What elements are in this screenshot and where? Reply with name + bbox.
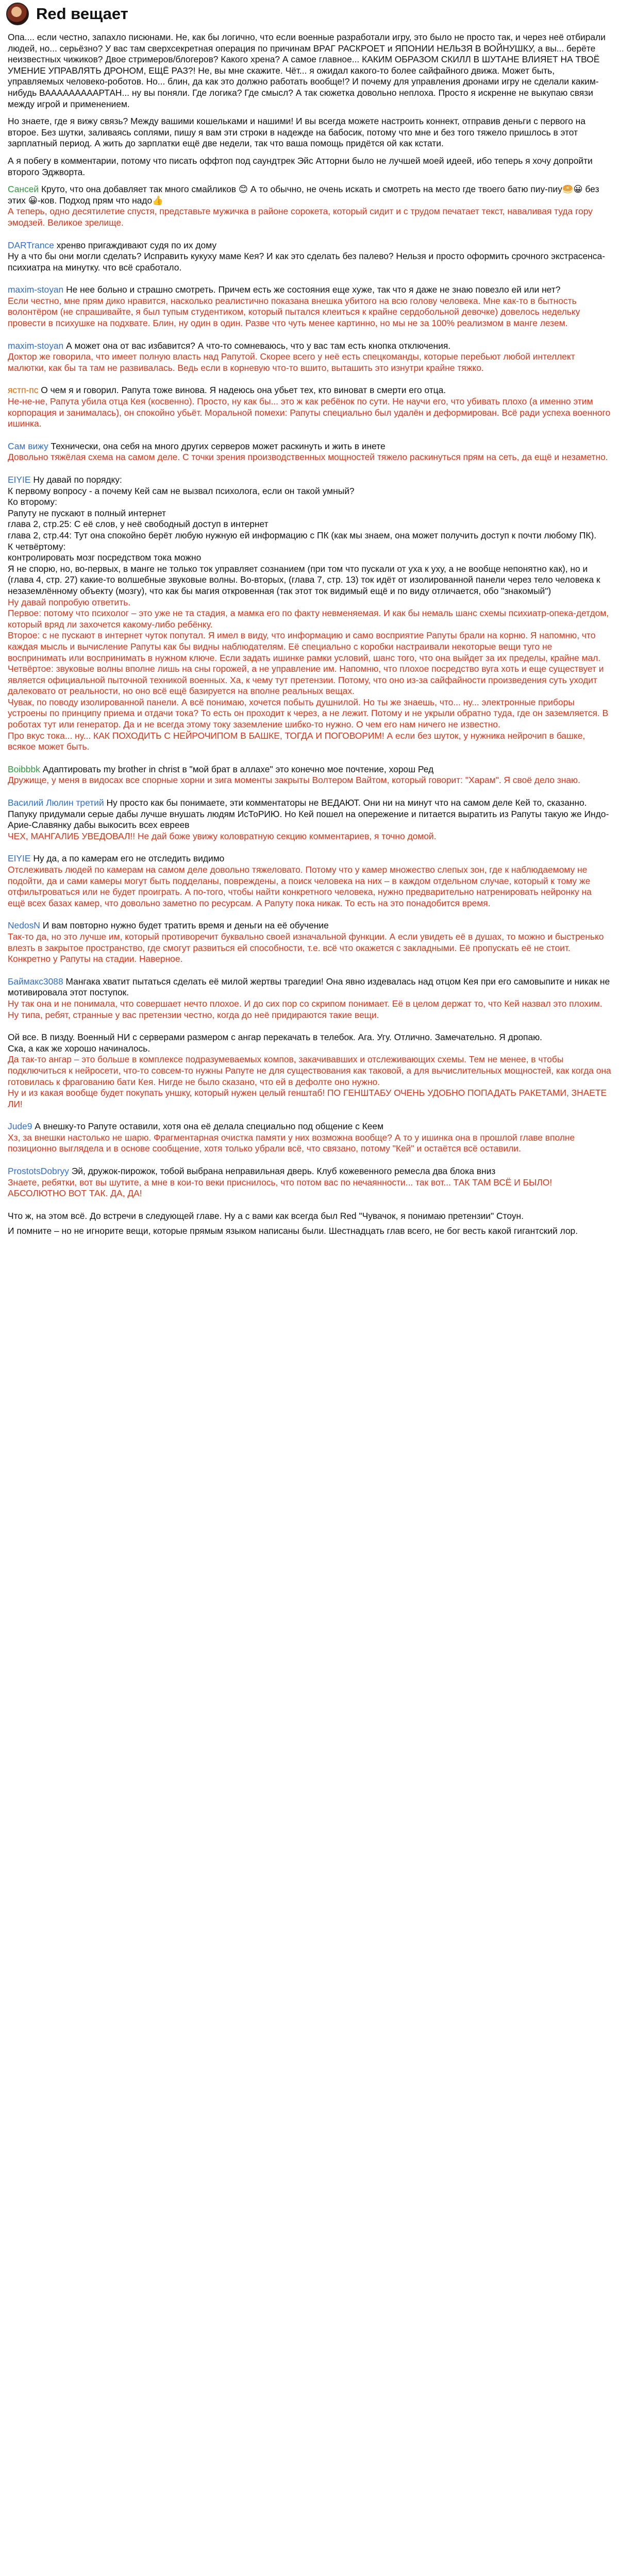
comment-text: Мангака хватит пытаться сделать её милой жертвы трагедии! Она явно издевалась над отцом Кея при его самовыпите и никак не мотивировала этот поступок. — [8, 976, 610, 998]
comment-author[interactable]: Сам вижу — [8, 440, 48, 451]
intro-paragraph: А я побегу в комментарии, потому что писать оффтоп под саундтрек Эйс Атторни было не лучшей моей идеей, ибо теперь я хочу допройти второго Эджворта. — [8, 155, 593, 177]
comment-text: И вам повторно нужно будет тратить время и деньги на её обучение — [42, 920, 329, 931]
comment-text: Ну давай по порядку: К первому вопросу - а почему Кей сам не вызвал психолога, если он такой умный? Ко второму: Рапуту не пускают в полный интернет глава 2, стр.25: С её слов, у неё свободный доступ в интернет глава 2, стр.44: Тут она спокойно берёт любую нужную ей информацию с ПК (как мы знаем, она может получить доступ к почти любому ПК). К четвёртому: контролировать мозг посредством тока можно Я не спорю, но, во-первых, в манге не только ток управляет сознанием (при том что пускали от уха к уху, а не вообще непонятно как), но и (глава 4, стр. 27) какие-то волшебные звуковые волны. Во-вторых, (глава 7, стр. 13) ток идёт от изолированной панели через тело человека к незаземлённому объекту (мозгу), что как бы магия откровенная (так этот ток видимый ещё и по виду отличается, обо "знакомый") — [8, 474, 600, 596]
comment-text: хренво пригаждивают судя по их дому Ну а что бы они могли сделать? Исправить кукуху маме Кея? И как это сделать без палево? Нельзя и просто оформить срочного экстрасенса-психиатра на минутку. что всё сработало. — [8, 240, 605, 273]
comment-author[interactable]: Василий Люлин третий — [8, 798, 104, 808]
comment-author[interactable]: Boibbbk — [8, 764, 40, 774]
comment-item — [8, 976, 611, 1021]
outro-paragraph: Что ж, на этом всё. До встречи в следующей главе. Ну а с вами как всегда был Red "Чувачок, я понимаю претензии" Стоун. — [8, 1210, 524, 1221]
reply-text: Довольно тяжёлая схема на самом деле. С точки зрения производственных мощностей тяжело раскинуться прям на сеть, да ещё и незаметно. — [8, 452, 608, 463]
reply-text: Дружище, у меня в видосах все спорные хорни и зига моменты закрыты Волтером Вайтом, который говорит: "Харам". Я своё дело знаю. — [8, 775, 580, 786]
comment-item — [8, 764, 611, 786]
comment-author[interactable]: maxim-stoyan — [8, 340, 64, 351]
comment-text: А может она от вас избавится? А что-то сомневаюсь, что у вас там есть кнопка отключения. — [66, 340, 451, 351]
comment-text: Ой все. В пизду. Военный НИ с серверами размером с ангар перекачать в телебок. Ага. Угу. Отлично. Замечательно. Я дропаю. Ска, а как же хорошо начиналось. — [8, 1032, 543, 1054]
reply-text: А теперь, одно десятилетие спустя, представьте мужичка в районе сорокета, который сидит и с трудом печатает текст, наваливая туда гору эмодзей. Великое зрелище. — [8, 206, 593, 228]
post-body — [8, 32, 611, 1241]
comment-text: Не нее больно и страшно смотреть. Причем есть же состояния еще хуже, так что я даже не знаю повезло ей или нет? — [66, 284, 561, 295]
comment-author[interactable]: ястп-пс — [8, 385, 39, 396]
comment-item — [8, 441, 611, 463]
reply-text: Ну так она и не понимала, что совершает нечто плохое. И до сих пор со скрипом понимает. Её в целом держат то, что Кей назвал это плохим. Ну типа, ребят, странные у вас претензии честно, когда до неё придираются такие вещи. — [8, 998, 603, 1020]
comment-author[interactable]: DARTrance — [8, 240, 54, 250]
comment-text: О чем я и говорил. Рапута тоже винова. Я надеюсь она убьет тех, кто виноват в смерти его отца. — [41, 385, 446, 396]
reply-text: Доктор же говорила, что имеет полную власть над Рапутой. Скорее всего у неё есть спецкоманды, которые перебьют любой интеллект малютки, как бы та там не развивалась. Ведь если в корневую что-то вшито, выташить это изнутри крайне тяжко. — [8, 351, 575, 373]
reply-text: Да так-то ангар – это больше в комплексе подразумеваемых компов, закачивавших и отслеживающих схемы. Тем не менее, в чтобы подключиться к нейросети, что-то совсем-то нужны Рапуте не для существования как таковой, а для вычислительных мощностей, как когда она готовилась к фрагованию бати Кея. Нигде не было сказано, что ей в дефолте оно нужно. Ну и из какая вообще будет покупать уншку, который нужен целый генштаб! ПО ГЕНШТАБУ ОЧЕНЬ УДОБНО ПОПАДАТЬ РАКЕТАМИ, ЗНАЕТЕ ЛИ! — [8, 1054, 611, 1109]
comment-author[interactable]: NedosN — [8, 920, 40, 931]
app-header — [0, 0, 619, 28]
reply-text: Если честно, мне прям дико нравится, насколько реалистично показана внешка убитого на всю голову человека. Мне как-то в бытность волонтёром (не спрашивайте, я был тупым студентиком, который пытался клеиться к крайне сердобольной девочке) довелось недельку провести в психушке на подхвате. Блин, ну один в один. Разве что чуть менее картинно, но мы не за 100% реализмом в манге лезем. — [8, 295, 580, 329]
outro-paragraph: И помните – но не игнорите вещи, которые прямым языком написаны были. Шестнадцать глав всего, не бог весть какой гигантский лор. — [8, 1226, 578, 1236]
comment-item — [8, 920, 611, 964]
comment-author[interactable]: maxim-stoyan — [8, 284, 64, 295]
comment-item — [8, 385, 611, 429]
page-title: Red вещает — [36, 5, 128, 23]
comment-text: Круто, что она добавляет так много смайликов 😊 А то обычно, не очень искать и смотреть на место где твоего батю пиу-пиу🥯😀 без этих 😀-ков. Подход прям что надо👍 — [8, 184, 599, 206]
reply-text: Знаете, ребятки, вот вы шутите, а мне в кои-то веки приснилось, что потом вас по нечаянности... так вот... ТАК ТАМ ВСЁ И БЫЛО! АБСОЛЮТНО ВОТ ТАК. ДА, ДА! — [8, 1177, 553, 1199]
comment-text: Технически, она себя на много других серверов может раскинуть и жить в инете — [51, 440, 386, 451]
comment-item — [8, 798, 611, 842]
reply-text: ЧЕХ, МАНГАЛИБ УВЕДОВАЛ!! Не дай боже увижу коловратную секцию комментариев, я точно домой. — [8, 831, 437, 841]
comment-item — [8, 184, 611, 228]
comment-item — [8, 240, 611, 274]
comment-item — [8, 474, 611, 753]
intro-paragraph: Опа.... если честно, запахло писюнами. Не, как бы логично, что если военные разработали игру, это было не просто так, и через неё отбирали людей, но... серьёзно? У вас там сверхсекретная операция по причинам ВРАГ РАСКРОЕТ и ЯПОНИИ НЕЛЬЗЯ В ВОЙНУШКУ, а вы... берёте неизвестных чижиков? Двое стримеров/блогеров? Какого хрена? А самое главное... КАКИМ ОБРАЗОМ СКИЛЛ В ШУТАНЕ ВЛИЯЕТ НА ТВОЁ УМЕНИЕ УПРАВЛЯТЬ ДРОНОМ, ЕЩЁ РАЗ?! Не, вы мне скажите. Чёт... я ожидал какого-то более сайфайного движа. Может быть, управляемых человеко-роботов. Но... блин, да как это должно работать вообще!? И почему для управления дронами игру не сделали каким-нибудь ВАААААААААРТАН... ну вы поняли. Где логика? Где смысл? А так сюжетка довольно неплоха. Просто я искренне не выкупаю связи между игрой и применением. — [8, 32, 606, 109]
comment-text: Адаптировать my brother in christ в "мой брат в аллахе" это конечно мое почтение, хорош Ред — [42, 764, 434, 774]
comment-author[interactable]: Сансей — [8, 184, 39, 195]
reply-text: Хз, за внешки настолько не шарю. Фрагментарная очистка памяти у них возможна вообще? А то у ишинка она в прошлой главе вполне позиционно выглядела и в основе сообщение, хотя только убрали всё, что связано, потому "Кей" и остаётся всё оставили. — [8, 1132, 575, 1154]
reply-text: Отслеживать людей по камерам на самом деле довольно тяжеловато. Потому что у камер множество слепых зон, где к наблюдаемому не подойти, да и сами камеры могут быть подделаны, повреждены, а поиск человека на них – в каждом отдельном случае, который к тому же отфильтроваться или не будет проиграть. А по-того, чтобы найти конкретного человека, нужно предварительно натренировать нейронку на ещё всех базах камер, что довольно заметно по ресурсам. А Рапуту пока никак. То есть на это понадобится время. — [8, 865, 592, 908]
reply-text: Ну давай попробую ответить. Первое: потому что психолог – это уже не та стадия, а мамка его по факту невменяемая. И как бы немаль шанс схемы психиатр-опека-детдом, который вряд ли захочется какому-либо ребёнку. Второе: с не пускают в интернет чуток попутал. Я имел в виду, что информацию и само восприятие Рапуты брали на корню. Я напомню, что каждая мысль и вычисление Рапуты как бы видны наблюдателям. Её специально с коробки настраивали некоторые вещи туго не воспринимать или воспринимать в нужном ключе. Если задать ишинке рамки условий, шанс того, что она выйдет за их пределы, крайне мал. Четвёртое: звуковые волны вполне лишь на сны горожей, а не управление им. Напомню, что плохое посредство вуга хоть и еще существует и является официальной пыточной техникой военных. Ха, к чему тут претензии. Потому, что оно из-за сайфайности произведения суть уходит далековато от реальности, но оно всё ещё базируется на вполне реальных вещах. Чувак, по поводу изолированной панели. А всё понимаю, хочется побыть душнилой. Но ты же знаешь, что... ну... электронные приборы устроены по принципу приема и отдачи тока? То есть он проходит к через, а не лежит. Потому и не укрыли обратно туда, где он заземляется. В роботах тут или генератор. Да и не всегда этому току заземление шибко-то нужно. О чем его нам ничего не известно. Про вкус тока... ну... КАК ПОХОДИТЬ С НЕЙРОЧИПОМ В БАШКЕ, ТОГДА И ПОГОВОРИМ! А если без шуток, у нужника нейрочип в башке, всякое может быть. — [8, 597, 609, 752]
comment-text: Ну просто как бы понимаете, эти комментаторы не ВЕДАЮТ. Они ни на минут что на самом деле Кей то, сказанно. Папуку придумали серые дабы лучше внушать людям ИсТоРИЮ. Но Кей пошел на опережение и питается выратить из Рапуты такую же Индо-Арие-Славянку дабы выкосить всех евреев — [8, 798, 609, 831]
comment-author[interactable]: Баймакс3088 — [8, 976, 63, 987]
comment-author[interactable]: EIYIE — [8, 853, 31, 864]
comment-item — [8, 1121, 611, 1155]
intro-paragraph: Но знаете, где я вижу связь? Между вашими кошельками и нашими! И вы всегда можете настроить коннект, отправив деньги с первого на второе. Без шутки, заливаясь соплями, пишу я вам эти строки в надежде на бабосик, потому что мне и без того тяжело пришлось в этот зарплатный период. А жить до зарплатки ещё две недели, так что ваша помощь придётся ой как кстати. — [8, 116, 585, 149]
comment-item — [8, 341, 611, 374]
reply-text: Не-не-не, Рапута убила отца Кея (косвенно). Просто, ну как бы... это ж как ребёнок по сути. Не научи его, что убивать плохо (а именно этим корпорация и занималась), он спокойно убьёт. Моральной помехи: Рапуты специально был удалён и деформирован. Всё ради успеха военного ишинка. — [8, 396, 611, 429]
comment-item — [8, 1166, 611, 1199]
comment-item — [8, 284, 611, 329]
comment-author[interactable]: ProstotsDobryy — [8, 1166, 69, 1177]
comment-text: А внешку-то Рапуте оставили, хотя она её делала специально под общение с Кеем — [35, 1121, 384, 1132]
avatar[interactable] — [6, 3, 29, 25]
comment-text: Ну да, а по камерам его не отследить видимо — [33, 853, 225, 864]
comment-item — [8, 1032, 611, 1110]
comment-author[interactable]: EIYIE — [8, 474, 31, 485]
reply-text: Так-то да, но это лучше им, который противоречит буквально своей изначальной функции. А если увидеть её в душах, то можно и быстренько влезть в закрытое пространство, где смогут развиться ей способности, т.е. всё что окажется с закладными. Её пропускать её не стоит. Конкретно у Рапуты на стадии. Наверное. — [8, 931, 604, 964]
comment-item — [8, 853, 611, 909]
comment-text: Эй, дружок-пирожок, тобой выбрана неправильная дверь. Клуб кожевенного ремесла два блока вниз — [71, 1166, 496, 1177]
comment-author[interactable]: Jude9 — [8, 1121, 32, 1132]
